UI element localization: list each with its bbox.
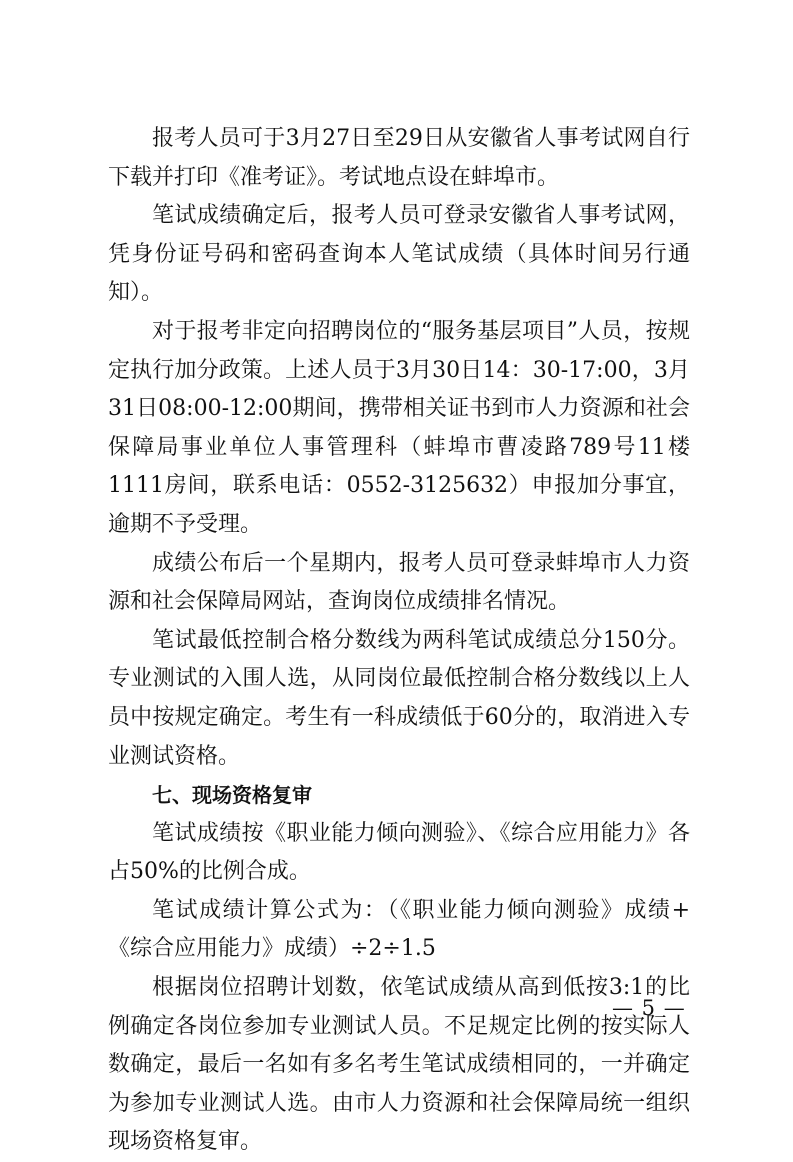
paragraph-qualification-review: 根据岗位招聘计划数，依笔试成绩从高到低按3:1的比例确定各岗位参加专业测试人员。不足规定比例的按实际人数确定，最后一名如有多名考生笔试成绩相同的，一并确定为参加专业测试人选。由市人力资源和社会保障局统一组织现场资格复审。 (108, 975, 690, 1155)
paragraph-ranking: 成绩公布后一个星期内，报考人员可登录蚌埠市人力资源和社会保障局网站，查询岗位成绩排名情况。 (108, 550, 690, 615)
page-number: — 5 — (612, 996, 686, 1020)
paragraph-bonus-points: 对于报考非定向招聘岗位的“服务基层项目”人员，按规定执行加分政策。上述人员于3月30日14：30-17:00，3月31日08:00-12:00期间，携带相关证书到市人力资源和社会保障局事业单位人事管理科（蚌埠市曹凌路789号11楼1111房间，联系电话：0552-3125632）申报加分事宜，逾期不予受理。 (108, 318, 690, 537)
section-heading: 七、现场资格复审 (152, 783, 312, 808)
paragraph-score-composition: 笔试成绩按《职业能力倾向测验》、《综合应用能力》各占50%的比例合成。 (108, 820, 690, 885)
paragraph-cutoff-score: 笔试最低控制合格分数线为两科笔试成绩总分150分。专业测试的入围人选，从同岗位最低控制合格分数线以上人员中按规定确定。考生有一科成绩低于60分的，取消进入专业测试资格。 (108, 627, 690, 769)
paragraph-score-query: 笔试成绩确定后，报考人员可登录安徽省人事考试网，凭身份证号码和密码查询本人笔试成绩（具体时间另行通知）。 (108, 203, 690, 306)
paragraph-admission-ticket: 报考人员可于3月27日至29日从安徽省人事考试网自行下载并打印《准考证》。考试地点设在蚌埠市。 (108, 126, 690, 190)
document-body (108, 120, 690, 1162)
paragraph-score-formula: 笔试成绩计算公式为：（《职业能力倾向测验》成绩+《综合应用能力》成绩）÷2÷1.5 (108, 897, 690, 962)
